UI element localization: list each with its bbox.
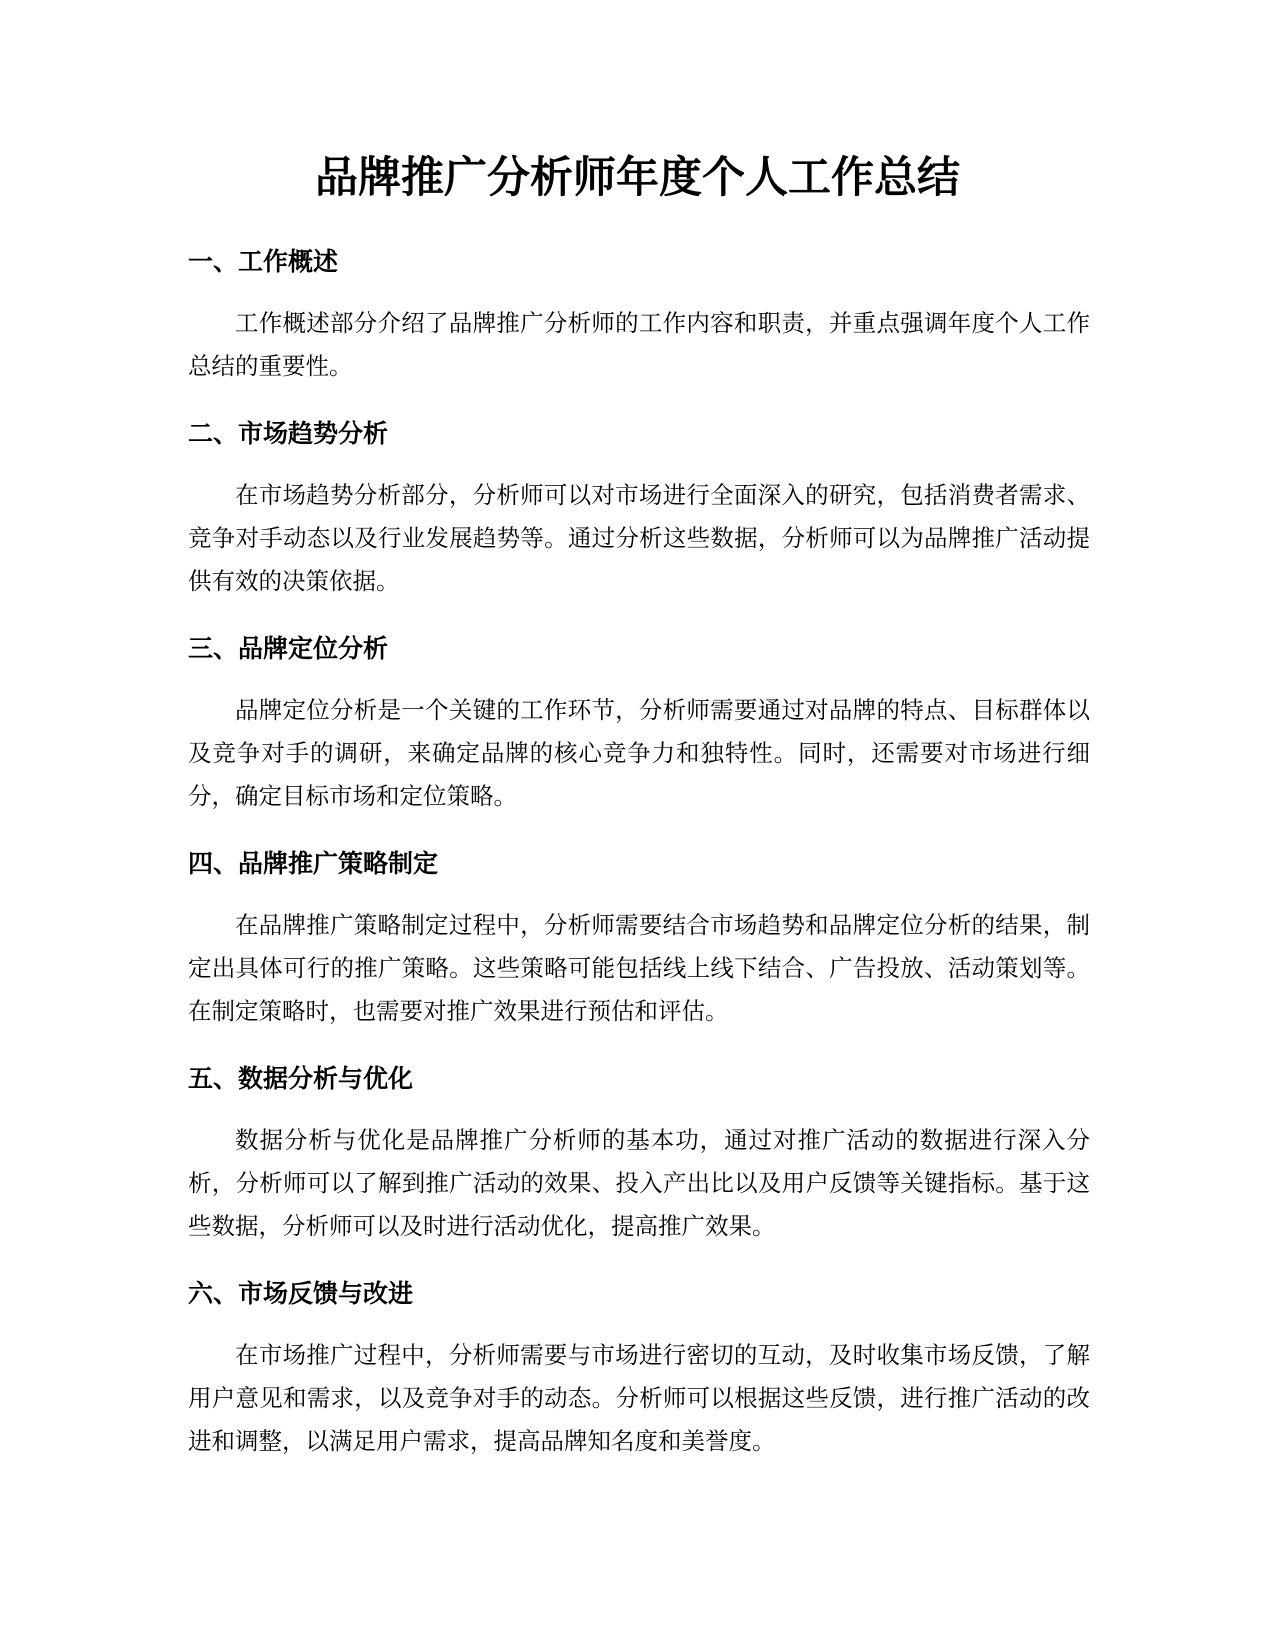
section-heading: 五、数据分析与优化 (188, 1064, 414, 1093)
section-heading: 二、市场趋势分析 (188, 419, 389, 448)
section-heading: 三、品牌定位分析 (188, 634, 389, 663)
section-work-overview (188, 244, 1090, 388)
section-heading: 六、市场反馈与改进 (188, 1279, 414, 1308)
section-market-feedback (188, 1276, 1090, 1463)
section-heading: 四、品牌推广策略制定 (188, 849, 439, 878)
section-paragraph: 工作概述部分介绍了品牌推广分析师的工作内容和职责，并重点强调年度个人工作总结的重要性。 (188, 309, 1090, 380)
section-promotion-strategy (188, 846, 1090, 1033)
section-paragraph: 品牌定位分析是一个关键的工作环节，分析师需要通过对品牌的特点、目标群体以及竞争对手的调研，来确定品牌的核心竞争力和独特性。同时，还需要对市场进行细分，确定目标市场和定位策略。 (188, 696, 1090, 810)
section-market-trend-analysis (188, 416, 1090, 603)
section-paragraph: 数据分析与优化是品牌推广分析师的基本功，通过对推广活动的数据进行深入分析，分析师可以了解到推广活动的效果、投入产出比以及用户反馈等关键指标。基于这些数据，分析师可以及时进行活动优化，提高推广效果。 (188, 1126, 1090, 1240)
section-brand-positioning (188, 631, 1090, 818)
section-paragraph: 在市场趋势分析部分，分析师可以对市场进行全面深入的研究，包括消费者需求、竞争对手动态以及行业发展趋势等。通过分析这些数据，分析师可以为品牌推广活动提供有效的决策依据。 (188, 481, 1090, 595)
section-paragraph: 在市场推广过程中，分析师需要与市场进行密切的互动，及时收集市场反馈，了解用户意见和需求，以及竞争对手的动态。分析师可以根据这些反馈，进行推广活动的改进和调整，以满足用户需求，提高品牌知名度和美誉度。 (188, 1341, 1090, 1455)
section-data-analysis (188, 1061, 1090, 1248)
document-content (188, 244, 1090, 1491)
page-title: 品牌推广分析师年度个人工作总结 (315, 153, 960, 203)
section-heading: 一、工作概述 (188, 247, 339, 276)
section-paragraph: 在品牌推广策略制定过程中，分析师需要结合市场趋势和品牌定位分析的结果，制定出具体可行的推广策略。这些策略可能包括线上线下结合、广告投放、活动策划等。在制定策略时，也需要对推广效果进行预估和评估。 (188, 911, 1090, 1025)
